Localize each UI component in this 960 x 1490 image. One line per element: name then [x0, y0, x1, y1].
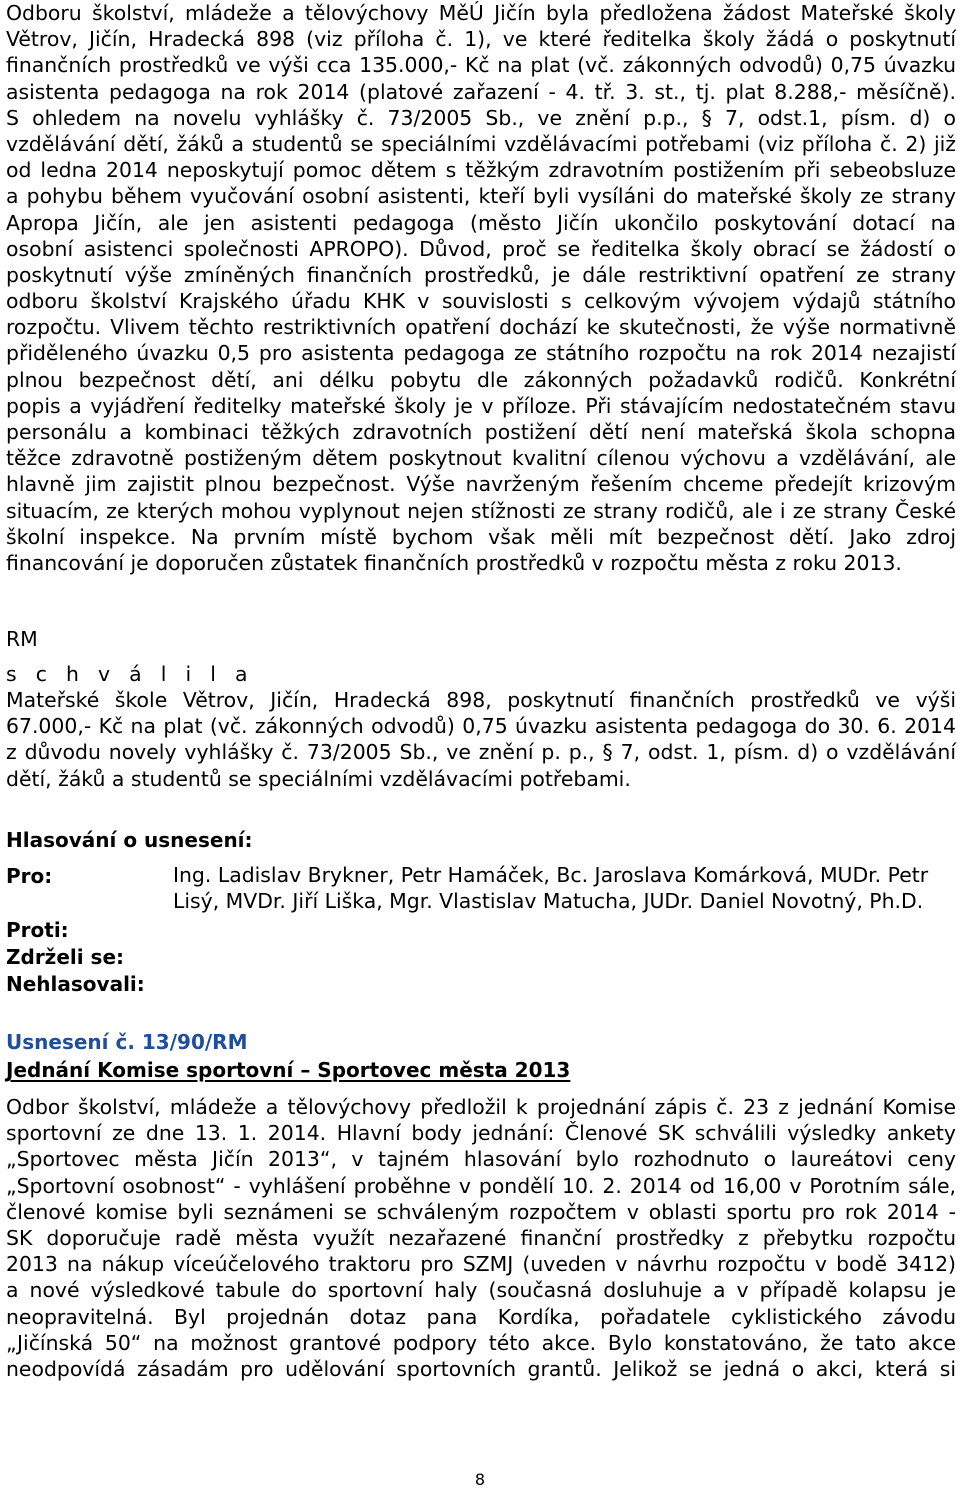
vote-proti-label: Proti: — [6, 918, 69, 942]
text-line: a nové výsledkové tabule do sportovní haly (současná dosluhuje a v případě kolapsu je — [6, 1278, 956, 1303]
text-line: dětí, žáků a studentů se speciálními vzdělávacími potřebami. — [6, 766, 631, 791]
text-line: Odboru školství, mládeže a tělovýchovy MěÚ Jičín byla předložena žádost Mateřské školy — [6, 1, 956, 25]
text-line: neodpovídá zásadám pro udělování sportovních grantů. Jelikož se jedná o akci, která si — [6, 1356, 956, 1381]
text-line: SK doporučuje radě města využít nezařazené finanční prostředky z přebytku rozpočtu — [6, 1225, 956, 1250]
text-line: sportovní ze dne 13. 1. 2014. Hlavní body jednání: Členové SK schválili výsledky ankety — [6, 1121, 956, 1146]
text-line: 2013 na nákup víceúčelového traktoru pro SZMJ (uveden v návrhu rozpočtu v bodě 3412) — [6, 1252, 956, 1277]
text-line: „Sportovec města Jičín 2013“, v tajném hlasování bylo rozhodnuto o laureátovi ceny — [6, 1147, 956, 1172]
text-line: od ledna 2014 neposkytují pomoc dětem s těžkým zdravotním postižením při sebeobsluze — [6, 158, 956, 183]
text-line: „Jičínská 50“ na možnost grantové podpory této akce. Bylo konstatováno, že tato akce — [6, 1330, 956, 1355]
text-line: Mateřské škole Větrov, Jičín, Hradecká 898, poskytnutí finančních prostředků ve výši — [6, 688, 956, 712]
text-line: popis a vyjádření ředitelky mateřské školy je v příloze. Při stávajícím nedostatečném stavu — [6, 393, 956, 418]
text-line: odboru školství Krajského úřadu KHK v souvislosti s celkovým vývojem výdajů státního — [6, 289, 956, 314]
text-line: Odbor školství, mládeže a tělovýchovy předložil k projednání zápis č. 23 z jednání Komise — [6, 1095, 956, 1119]
text-line: školní inspekce. Na prvním místě bychom však měli mít bezpečnost dětí. Jako zdroj — [6, 524, 956, 549]
vote-not-voted-label: Nehlasovali: — [6, 972, 145, 996]
text-line: z důvodu novely vyhlášky č. 73/2005 Sb., ve znění p. p., § 7, odst. 1, písm. d) o vzdělávání — [6, 740, 956, 765]
paragraph-request — [6, 0, 956, 576]
page-number: 8 — [474, 1470, 486, 1489]
text-line: S ohledem na novelu vyhlášky č. 73/2005 Sb., ve znění p.p., § 7, odst.1, písm. d) o — [6, 105, 956, 130]
resolution-number: Usnesení č. 13/90/RM — [6, 1030, 248, 1054]
text-line: „Sportovní osobnost“ - vyhlášení proběhne v pondělí 10. 2. 2014 od 16,00 v Porotním sále, — [6, 1173, 956, 1198]
vote-abstained-label: Zdrželi se: — [6, 945, 125, 969]
text-line: osobní asistenci společnosti APROPO). Důvod, proč se ředitelka školy obrací se žádostí o — [6, 236, 956, 261]
decision-verb: s c h v á l i l a — [6, 662, 254, 686]
text-line: těžce zdravotně postiženým dětem poskytnout kvalitní cílenou výchovu a vzdělávání, ale — [6, 446, 956, 471]
text-line: financování je doporučen zůstatek finančních prostředků v rozpočtu města z roku 2013. — [6, 550, 902, 575]
text-line: neopravitelná. Byl projednán dotaz pana Kordíka, pořadatele cyklistického závodu — [6, 1304, 956, 1329]
text-line: poskytnutí výše zmíněných finančních prostředků, je dále restriktivní opatření ze strany — [6, 262, 956, 287]
vote-pro-names-line: Ing. Ladislav Brykner, Petr Hamáček, Bc. Jaroslava Komárková, MUDr. Petr — [173, 863, 929, 887]
voting-heading: Hlasování o usnesení: — [6, 828, 253, 852]
paragraph-sports-commission — [6, 1094, 956, 1382]
text-line: situacím, ze kterých mohou vyplynout nejen stížnosti ze strany rodičů, ale i ze strany České — [6, 498, 956, 523]
text-line: finančních prostředků ve výši cca 135.000,- Kč na plat (vč. zákonných odvodů) 0,75 úvazku — [6, 53, 956, 78]
text-line: přiděleného úvazku 0,5 pro asistenta pedagoga ze státního rozpočtu na rok 2014 nezajistí — [6, 341, 956, 366]
text-line: a pohybu během vyučování osobní asistenti, kteří byli vysíláni do mateřské školy ze strany — [6, 184, 956, 209]
text-line: personálu a kombinaci těžkých zdravotních postižení dětí není mateřská škola schopna — [6, 420, 956, 444]
text-line: vzdělávání dětí, žáků a studentů se speciálními vzdělávacími potřebami (viz příloha č. 2) již — [6, 131, 956, 156]
text-line: 67.000,- Kč na plat (vč. zákonných odvodů) 0,75 úvazku asistenta pedagoga do 30. 6. 2014 — [6, 714, 956, 739]
text-line: plnou bezpečnost dětí, ani délku pobytu dle zákonných požadavků rodičů. Konkrétní — [6, 367, 956, 392]
council-abbreviation: RM — [6, 627, 38, 651]
text-line: rozpočtu. Vlivem těchto restriktivních opatření dochází ke skutečnosti, že výše normativně — [6, 315, 956, 340]
text-line: asistenta pedagoga na rok 2014 (platové zařazení - 4. tř. 3. st., tj. plat 8.288,- měsíčně). — [6, 79, 956, 104]
vote-pro-names — [173, 862, 953, 914]
vote-pro-names-line: Lisý, MVDr. Jiří Liška, Mgr. Vlastislav Matucha, JUDr. Daniel Novotný, Ph.D. — [173, 889, 924, 913]
vote-pro-label: Pro: — [6, 864, 53, 888]
text-line: Apropa Jičín, ale jen asistenti pedagoga (město Jičín ukončilo poskytování dotací na — [6, 210, 956, 235]
paragraph-decision — [6, 687, 956, 792]
text-line: hlavně jim zajistit plnou bezpečnost. Výše navrženým řešením chceme předejít krizovým — [6, 472, 956, 497]
text-line: členové komise byli seznámeni se schváleným rozpočtem v oblasti sportu pro rok 2014 - — [6, 1199, 956, 1224]
text-line: Větrov, Jičín, Hradecká 898 (viz příloha č. 1), ve které ředitelka školy žádá o poskytnutí — [6, 27, 956, 52]
resolution-title: Jednání Komise sportovní – Sportovec města 2013 — [6, 1058, 571, 1082]
